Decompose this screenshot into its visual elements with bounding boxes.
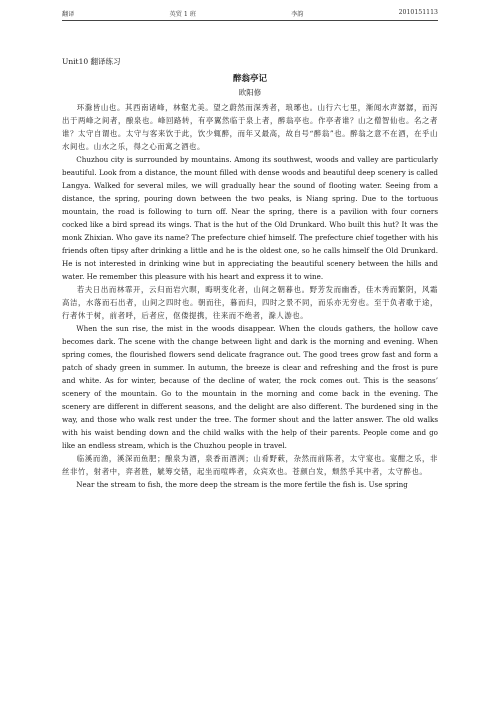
header-student-name: 李韵: [291, 11, 304, 18]
paragraph-english-2: When the sun rise, the mist in the woods disappear. When the clouds gathers, the hollow cave becomes dark. The scene with the change between light and dark is the morning and evening. When spring comes, the flourished flowers send delicate fragrance out. The good trees grow fast and form a patch of shady green in summer. In autumn, the breeze is clear and refreshing and the frost is pure and white. As for winter, because of the decline of water, the rock comes out. This is the seasons’ scenery of the mountain. Go to the mountain in the morning and come back in the evening. The scenery are different in different seasons, and the delight are also different. The burdened sing in the way, and those who walk rest under the tree. The former shout and the latter answer. The old walks with his waist bending down and the child walks with the help of their parents. People come and go like an endless stream, which is the Chuzhou people in travel.: [62, 324, 438, 450]
unit-heading: Unit10 翻译练习: [62, 57, 121, 66]
paragraph-chinese-2: 若夫日出而林霏开，云归而岩穴暝，晦明变化者，山间之朝暮也。野芳发而幽香，佳木秀而繁阴，风霜高洁，水落而石出者，山间之四时也。朝而往，暮而归，四时之景不同，而乐亦无穷也。至于负者歌于途，行者休于树，前者呼，后者应，伛偻提携，往来而不绝者，滁人游也。: [62, 285, 438, 320]
paragraph-chinese-1: 环滁皆山也。其西南诸峰，林壑尤美。望之蔚然而深秀者，琅琊也。山行六七里，渐闻水声潺潺，而泻出于两峰之间者，酿泉也。峰回路转，有亭翼然临于泉上者，醉翁亭也。作亭者谁？山之僧智仙也。名之者谁？太守自谓也。太守与客来饮于此，饮少辄醉，而年又最高，故自号“醉翁”也。醉翁之意不在酒，在乎山水间也。山水之乐，得之心而寓之酒也。: [62, 103, 438, 151]
document-body: [62, 56, 438, 491]
essay-title: 醉翁亭记: [232, 74, 267, 84]
paragraph-english-1: Chuzhou city is surrounded by mountains. Among its southwest, woods and valley are particularly beautiful. Look from a distance, the mount filled with dense woods and beautiful deep scenery is called Langya. Walked for several miles, we will gradually hear the sound of flooting water. Seeing from a distance, the spring, pouring down between the two peaks, is Niang spring. Due to the tortuous mountain, the road is following to turn off. Near the spring, there is a pavilion with four corners cocked like a bird spread its wings. That is the hut of the Old Drunkard. Who built this hut? It was the monk Zhixian. Who gave its name? The prefecture chief himself. The prefecture chief together with his friends often tipsy after drinking a little and he is the oldest one, so he calls himself the Old Drunkard. He is not interested in drinking wine but in appreciating the beautiful scenery between the hills and water. He remember this pleasure with his heart and express it to wine.: [62, 155, 438, 281]
header-student-id: 2010151113: [398, 9, 438, 16]
page-header: [62, 9, 438, 21]
paragraph-english-3: Near the stream to fish, the more deep the stream is the more fertile the fish is. Use spring: [76, 480, 408, 489]
essay-author: 欧阳修: [238, 88, 262, 97]
paragraph-chinese-3: 临溪而渔，溪深而鱼肥；酿泉为酒，泉香而酒洌；山肴野蔌，杂然而前陈者，太守宴也。宴酣之乐，非丝非竹，射者中，弈者胜，觥筹交错，起坐而喧哗者，众宾欢也。苍颜白发，颓然乎其中者，太守醉也。: [62, 454, 438, 476]
header-class: 英贸 1 班: [169, 11, 196, 18]
header-course: 翻译: [62, 11, 75, 18]
